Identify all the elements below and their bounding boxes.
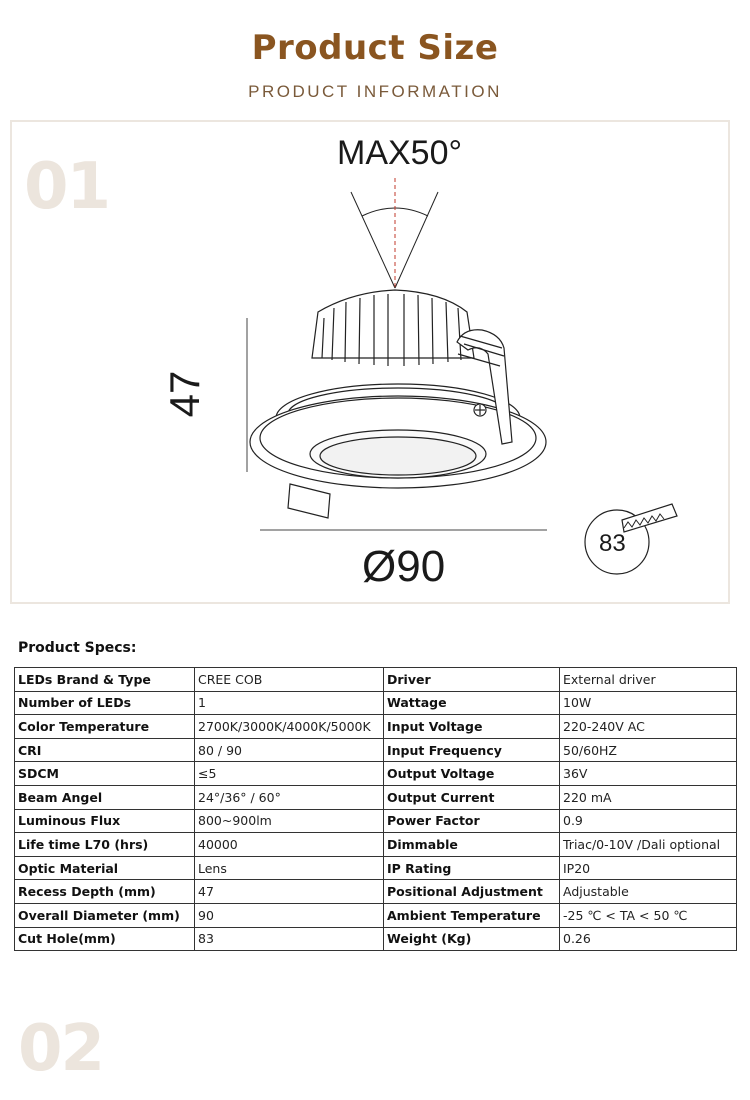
spec-label: Input Voltage — [384, 715, 560, 739]
section-number-02: 02 — [18, 1012, 104, 1086]
spec-value: 50/60HZ — [560, 738, 737, 762]
specs-table — [14, 667, 737, 951]
spec-label: CRI — [15, 738, 195, 762]
beam-angle-label: MAX50° — [337, 134, 463, 172]
spec-value: 1 — [195, 691, 384, 715]
table-row — [15, 856, 737, 880]
spec-label: Luminous Flux — [15, 809, 195, 833]
spec-label: Input Frequency — [384, 738, 560, 762]
spec-label: Cut Hole(mm) — [15, 927, 195, 951]
spec-value: 80 / 90 — [195, 738, 384, 762]
spec-value: Triac/0-10V /Dali optional — [560, 833, 737, 857]
spec-label: Driver — [384, 668, 560, 692]
spec-value: -25 ℃ < TA < 50 ℃ — [560, 903, 737, 927]
table-row — [15, 715, 737, 739]
spec-value: 220-240V AC — [560, 715, 737, 739]
beam-angle-icon — [351, 178, 438, 292]
table-row — [15, 762, 737, 786]
spec-label: SDCM — [15, 762, 195, 786]
spec-value: 24°/36° / 60° — [195, 785, 384, 809]
spec-value: 40000 — [195, 833, 384, 857]
spec-value: 36V — [560, 762, 737, 786]
spec-value: Adjustable — [560, 880, 737, 904]
height-label: 47 — [161, 370, 208, 418]
spec-label: Optic Material — [15, 856, 195, 880]
spec-value: 10W — [560, 691, 737, 715]
page-title: Product Size — [251, 28, 499, 68]
spec-label: Life time L70 (hrs) — [15, 833, 195, 857]
spec-value: 2700K/3000K/4000K/5000K — [195, 715, 384, 739]
spec-value: 220 mA — [560, 785, 737, 809]
spec-label: Weight (Kg) — [384, 927, 560, 951]
cut-hole-label: 83 — [599, 530, 626, 557]
spec-label: Output Voltage — [384, 762, 560, 786]
spec-value: 83 — [195, 927, 384, 951]
spec-label: LEDs Brand & Type — [15, 668, 195, 692]
section-number-01: 01 — [24, 150, 110, 224]
table-row — [15, 880, 737, 904]
table-row — [15, 927, 737, 951]
table-row — [15, 691, 737, 715]
spec-value: 800~900lm — [195, 809, 384, 833]
spec-value: Lens — [195, 856, 384, 880]
table-row — [15, 668, 737, 692]
spec-value: CREE COB — [195, 668, 384, 692]
spec-value: 90 — [195, 903, 384, 927]
table-row — [15, 903, 737, 927]
spec-value: 0.26 — [560, 927, 737, 951]
spec-label: Color Temperature — [15, 715, 195, 739]
spec-label: Ambient Temperature — [384, 903, 560, 927]
spec-value: External driver — [560, 668, 737, 692]
page-subtitle: PRODUCT INFORMATION — [248, 82, 502, 101]
spec-label: Beam Angel — [15, 785, 195, 809]
spec-label: Power Factor — [384, 809, 560, 833]
spec-label: Wattage — [384, 691, 560, 715]
spec-label: Positional Adjustment — [384, 880, 560, 904]
table-row — [15, 809, 737, 833]
spec-value: IP20 — [560, 856, 737, 880]
spec-label: Dimmable — [384, 833, 560, 857]
spec-label: Output Current — [384, 785, 560, 809]
spec-label: IP Rating — [384, 856, 560, 880]
spec-value: ≤5 — [195, 762, 384, 786]
spec-value: 47 — [195, 880, 384, 904]
table-row — [15, 738, 737, 762]
product-size-diagram — [10, 120, 730, 604]
spec-label: Number of LEDs — [15, 691, 195, 715]
table-row — [15, 785, 737, 809]
specs-heading: Product Specs: — [18, 640, 137, 656]
table-row — [15, 833, 737, 857]
spec-label: Overall Diameter (mm) — [15, 903, 195, 927]
diameter-label: Ø90 — [362, 542, 446, 591]
spec-label: Recess Depth (mm) — [15, 880, 195, 904]
downlight-icon — [250, 290, 546, 518]
spec-value: 0.9 — [560, 809, 737, 833]
